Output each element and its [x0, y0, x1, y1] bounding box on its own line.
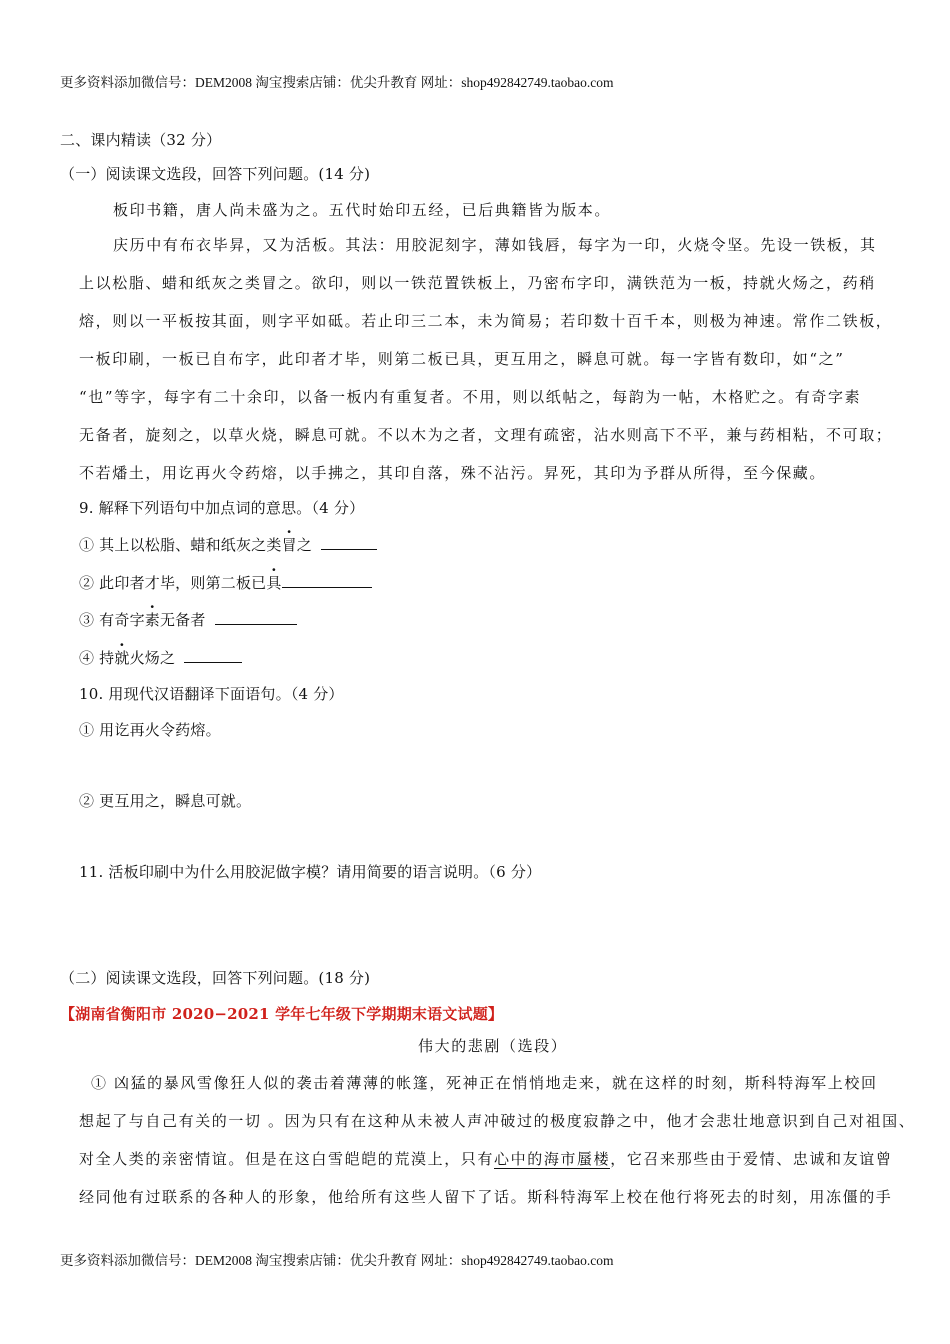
- dotted-word: 冒: [281, 536, 297, 554]
- underlined-phrase: 心中的海市蜃楼: [494, 1150, 611, 1168]
- dotted-word: 素: [144, 611, 160, 629]
- question-10-prompt: 10. 用现代汉语翻译下面语句。（4 分）: [79, 685, 344, 703]
- passage-line: ① 凶猛的暴风雪像狂人似的袭击着薄薄的帐篷，死神正在悄悄地走来，就在这样的时刻，斯科特海军上校回: [91, 1074, 878, 1092]
- passage-line: 上以松脂、蜡和纸灰之类冒之。欲印，则以一铁范置铁板上，乃密布字印，满铁范为一板，持就火炀之，药稍: [79, 274, 876, 292]
- page-header: 更多资料添加微信号：DEM2008 淘宝搜索店铺：优尖升教育 网址：shop492842749.taobao.com: [60, 75, 614, 90]
- passage-line: 一板印刷，一板已自布字，此印者才毕，则第二板已具，更互用之，瞬息可就。每一字皆有数印，如“之”: [79, 350, 845, 368]
- part2-title: （二）阅读课文选段，回答下列问题。(18 分): [60, 969, 371, 987]
- question-10-item-2: ② 更互用之，瞬息可就。: [79, 792, 252, 810]
- question-11: 11. 活板印刷中为什么用胶泥做字模？请用简要的语言说明。（6 分）: [79, 863, 542, 881]
- answer-blank[interactable]: [215, 610, 297, 625]
- dotted-word: 就: [114, 649, 130, 667]
- question-9-item-3: ③ 有奇字素无备者: [79, 609, 297, 630]
- question-9-item-2: ② 此印者才毕，则第二板已具: [79, 572, 372, 593]
- passage-paragraph-1: 板印书籍，唐人尚未盛为之。五代时始印五经，已后典籍皆为版本。: [113, 201, 612, 219]
- part1-title: （一）阅读课文选段，回答下列问题。(14 分): [60, 165, 371, 183]
- passage-title: 伟大的悲剧（选段）: [418, 1037, 568, 1055]
- answer-blank[interactable]: [184, 648, 242, 663]
- answer-blank[interactable]: [321, 535, 377, 550]
- passage-line: 无备者，旋刻之，以草火烧，瞬息可就。不以木为之者，文理有疏密，沾水则高下不平，兼与药相粘，不可取；: [79, 426, 893, 444]
- passage-line: “也”等字，每字有二十余印，以备一板内有重复者。不用，则以纸帖之，每韵为一帖，木格贮之。有奇字素: [79, 388, 862, 406]
- section-title: 二、课内精读（32 分）: [60, 131, 222, 149]
- source-note: 【湖南省衡阳市 2020−2021 学年七年级下学期期末语文试题】: [60, 1005, 504, 1023]
- passage-line: 不若燔土，用讫再火令药熔，以手拂之，其印自落，殊不沾污。昇死，其印为予群从所得，至今保藏。: [79, 464, 827, 482]
- answer-blank[interactable]: [282, 573, 372, 588]
- question-9-item-4: ④ 持就火炀之: [79, 647, 242, 668]
- passage-line: 熔，则以一平板按其面，则字平如砥。若止印三二本，未为简易；若印数十百千本，则极为神速。常作二铁板，: [79, 312, 893, 330]
- page-footer: 更多资料添加微信号：DEM2008 淘宝搜索店铺：优尖升教育 网址：shop492842749.taobao.com: [60, 1253, 614, 1268]
- passage-line: 经同他有过联系的各种人的形象，他给所有这些人留下了话。斯科特海军上校在他行将死去的时刻，用冻僵的手: [79, 1188, 893, 1206]
- dotted-word: 具: [266, 574, 282, 592]
- question-9-item-1: ① 其上以松脂、蜡和纸灰之类冒之: [79, 534, 377, 555]
- passage-line: 庆历中有布衣毕昇，又为活板。其法：用胶泥刻字，薄如钱唇，每字为一印，火烧令坚。先设一铁板，其: [113, 236, 877, 254]
- passage-line: 对全人类的亲密情谊。但是在这白雪皑皑的荒漠上，只有心中的海市蜃楼，它召来那些由于爱情、忠诚和友谊曾: [79, 1150, 893, 1168]
- question-9-prompt: 9. 解释下列语句中加点词的意思。（4 分）: [79, 499, 365, 517]
- passage-line: 想起了与自己有关的一切 。因为只有在这种从未被人声冲破过的极度寂静之中，他才会悲壮地意识到自己对祖国、: [79, 1112, 916, 1130]
- question-10-item-1: ① 用讫再火令药熔。: [79, 721, 221, 739]
